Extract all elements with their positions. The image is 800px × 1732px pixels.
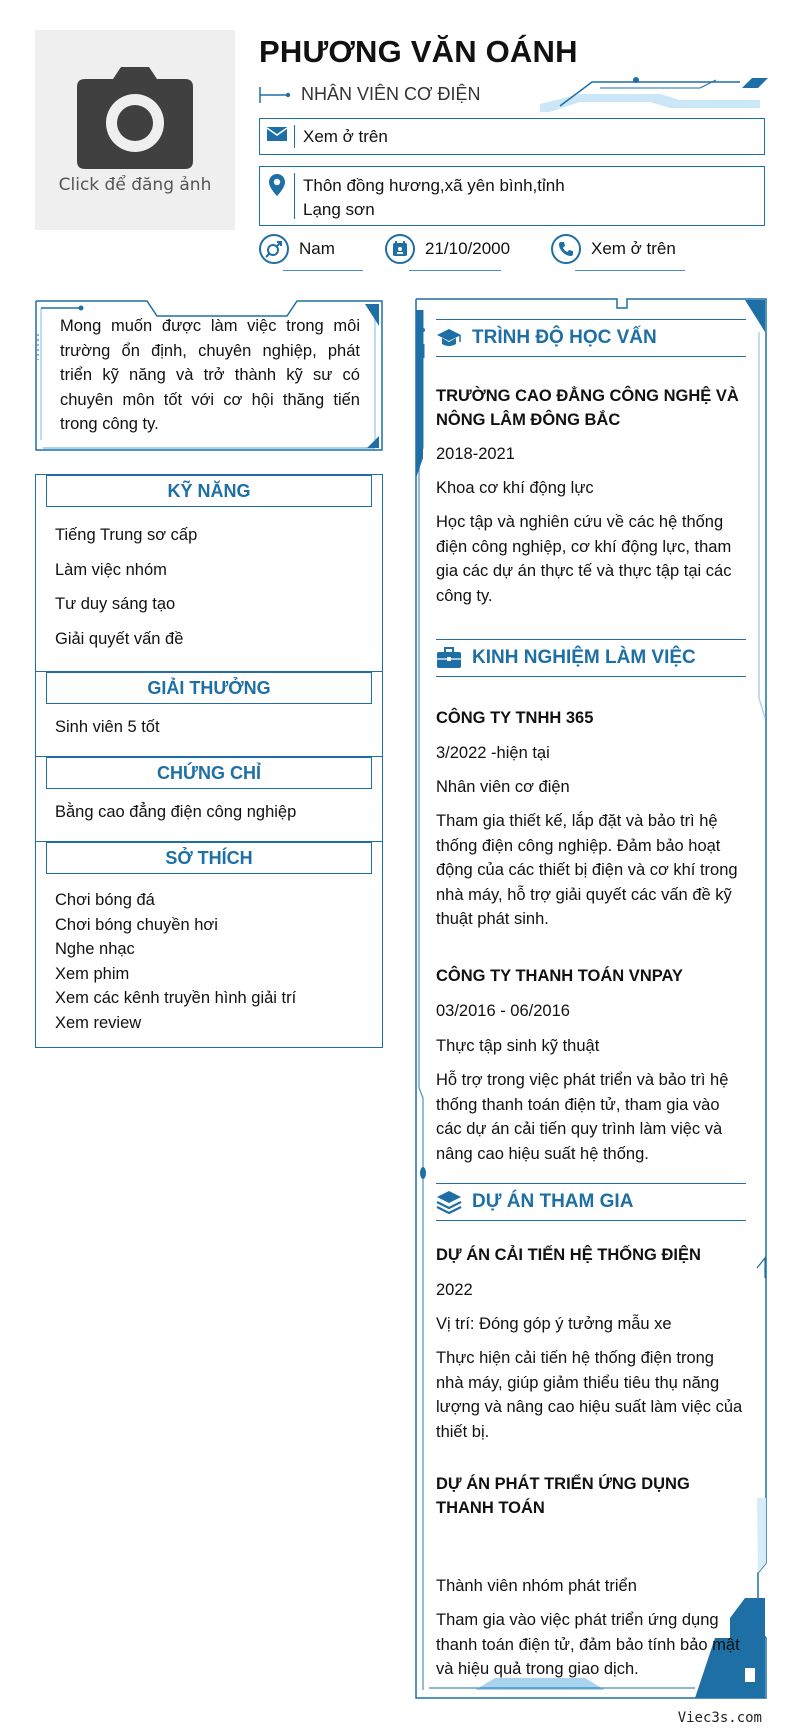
certificate-item: Bằng cao đẳng điện công nghiệp: [55, 803, 297, 821]
job-role: Thực tập sinh kỹ thuật: [436, 1037, 600, 1055]
project-role: Thành viên nhóm phát triển: [436, 1577, 637, 1595]
project-period: [436, 1530, 746, 1554]
project-name: DỰ ÁN CẢI TIẾN HỆ THỐNG ĐIỆN: [436, 1246, 701, 1264]
education-period: 2018-2021: [436, 445, 515, 463]
job-description: Hỗ trợ trong việc phát triển và bảo trì hệ thống thanh toán điện tử, tham gia vào các dự án cải tiến quy trình làm việc và nâng cao hiệu suất hệ thống.: [436, 1071, 729, 1163]
education-major: Khoa cơ khí động lực: [436, 479, 594, 497]
experience-title-bar: [436, 639, 746, 677]
experience-title: KINH NGHIỆM LÀM VIỆC: [472, 647, 696, 668]
certificates-section: [35, 756, 383, 842]
address-field: [259, 166, 765, 226]
education-description: Học tập và nghiên cứu về các hệ thống điện công nghiệp, cơ khí động lực, tham gia các dự án thực tế và thực tập tại các công ty.: [436, 513, 732, 605]
briefcase-icon: [436, 647, 462, 669]
contact-row: [259, 234, 765, 278]
hobby-item: Xem các kênh truyền hình giải trí: [55, 989, 297, 1008]
gender-value: Nam: [299, 239, 335, 258]
education-title-bar: [436, 319, 746, 357]
header-decoration: [540, 74, 770, 118]
job-period: 03/2016 - 06/2016: [436, 1002, 570, 1020]
email-value: Xem ở trên: [303, 127, 388, 146]
email-field: [259, 118, 765, 155]
calendar-icon: [385, 234, 415, 264]
education-block: [436, 384, 746, 608]
candidate-name: PHƯƠNG VĂN OÁNH: [259, 34, 578, 69]
graduation-cap-icon: [436, 327, 462, 349]
camera-icon: [75, 65, 195, 169]
skill-item: Giải quyết vấn đề: [55, 629, 184, 648]
job-company: CÔNG TY TNHH 365: [436, 709, 594, 727]
job-company: CÔNG TY THANH TOÁN VNPAY: [436, 967, 683, 985]
awards-title: GIẢI THƯỞNG: [46, 672, 372, 704]
layers-icon: [436, 1190, 462, 1214]
position-row: [259, 84, 480, 105]
watermark: Viec3s.com: [677, 1710, 762, 1726]
award-item: Sinh viên 5 tốt: [55, 718, 160, 736]
project-role: Vị trí: Đóng góp ý tưởng mẫu xe: [436, 1315, 672, 1333]
birthday-item: [385, 234, 510, 264]
phone-value: Xem ở trên: [591, 239, 676, 258]
project-name: DỰ ÁN PHÁT TRIỂN ỨNG DỤNG THANH TOÁN: [436, 1475, 690, 1517]
job-description: Tham gia thiết kế, lắp đặt và bảo trì hệ thống điện công nghiệp. Đảm bảo hoạt động của các thiết bị điện và cơ khí trong nhà máy, hỗ trợ giải quyết các vấn đề kỹ thuật phát sinh.: [436, 812, 738, 928]
skills-section: [35, 474, 383, 672]
gender-icon: [259, 234, 289, 264]
phone-item: [551, 234, 676, 264]
gender-item: [259, 234, 335, 264]
photo-upload[interactable]: [35, 30, 235, 230]
location-pin-icon: [268, 173, 286, 197]
hobby-item: Nghe nhạc: [55, 940, 135, 959]
job-role: Nhân viên cơ điện: [436, 778, 570, 796]
project-block: [436, 1243, 746, 1444]
projects-title: DỰ ÁN THAM GIA: [472, 1191, 634, 1212]
hobby-item: Chơi bóng chuyền hơi: [55, 915, 218, 934]
projects-title-bar: [436, 1183, 746, 1221]
address-value: Thôn đồng hương,xã yên bình,tỉnh Lạng sơn: [303, 176, 565, 219]
photo-caption: Click để đăng ảnh: [58, 175, 212, 195]
job-period: 3/2022 -hiện tại: [436, 744, 550, 762]
skill-item: Làm việc nhóm: [55, 560, 167, 579]
position-title: NHÂN VIÊN CƠ ĐIỆN: [301, 84, 481, 104]
project-period: 2022: [436, 1281, 473, 1299]
hobbies-section: [35, 841, 383, 1048]
birthday-value: 21/10/2000: [425, 239, 511, 258]
education-title: TRÌNH ĐỘ HỌC VẤN: [472, 327, 657, 348]
job-block: [436, 964, 746, 1166]
project-description: Tham gia vào việc phát triển ứng dụng thanh toán điện tử, đảm bảo tính bảo mật và hiệu quả trong giao dịch.: [436, 1611, 740, 1678]
envelope-icon: [266, 125, 288, 143]
hobby-item: Chơi bóng đá: [55, 891, 155, 909]
position-line-decoration: [259, 85, 291, 105]
awards-section: [35, 671, 383, 757]
school-name: TRƯỜNG CAO ĐẲNG CÔNG NGHỆ VÀ NÔNG LÂM ĐÔNG BẮC: [436, 387, 739, 429]
objective-text: Mong muốn được làm việc trong môi trường ổn định, chuyên nghiệp, phát triển kỹ năng và trở thành kỹ sư có chuyên môn tốt với cơ hội thăng tiến trong công ty.: [60, 317, 360, 433]
objective-section: [35, 300, 383, 452]
certificates-title: CHỨNG CHỈ: [46, 757, 372, 789]
project-description: Thực hiện cải tiến hệ thống điện trong nhà máy, giúp giảm thiểu tiêu thụ năng lượng và nâng cao hiệu suất làm việc của thiết bị.: [436, 1349, 743, 1441]
hobby-item: Xem phim: [55, 964, 130, 983]
hobby-item: Xem review: [55, 1013, 142, 1032]
skill-item: Tiếng Trung sơ cấp: [55, 526, 198, 544]
job-block: [436, 706, 746, 932]
hobbies-title: SỞ THÍCH: [46, 842, 372, 874]
skill-item: Tư duy sáng tạo: [55, 595, 176, 613]
project-block: [436, 1472, 746, 1682]
phone-icon: [551, 234, 581, 264]
skills-title: KỸ NĂNG: [46, 475, 372, 507]
